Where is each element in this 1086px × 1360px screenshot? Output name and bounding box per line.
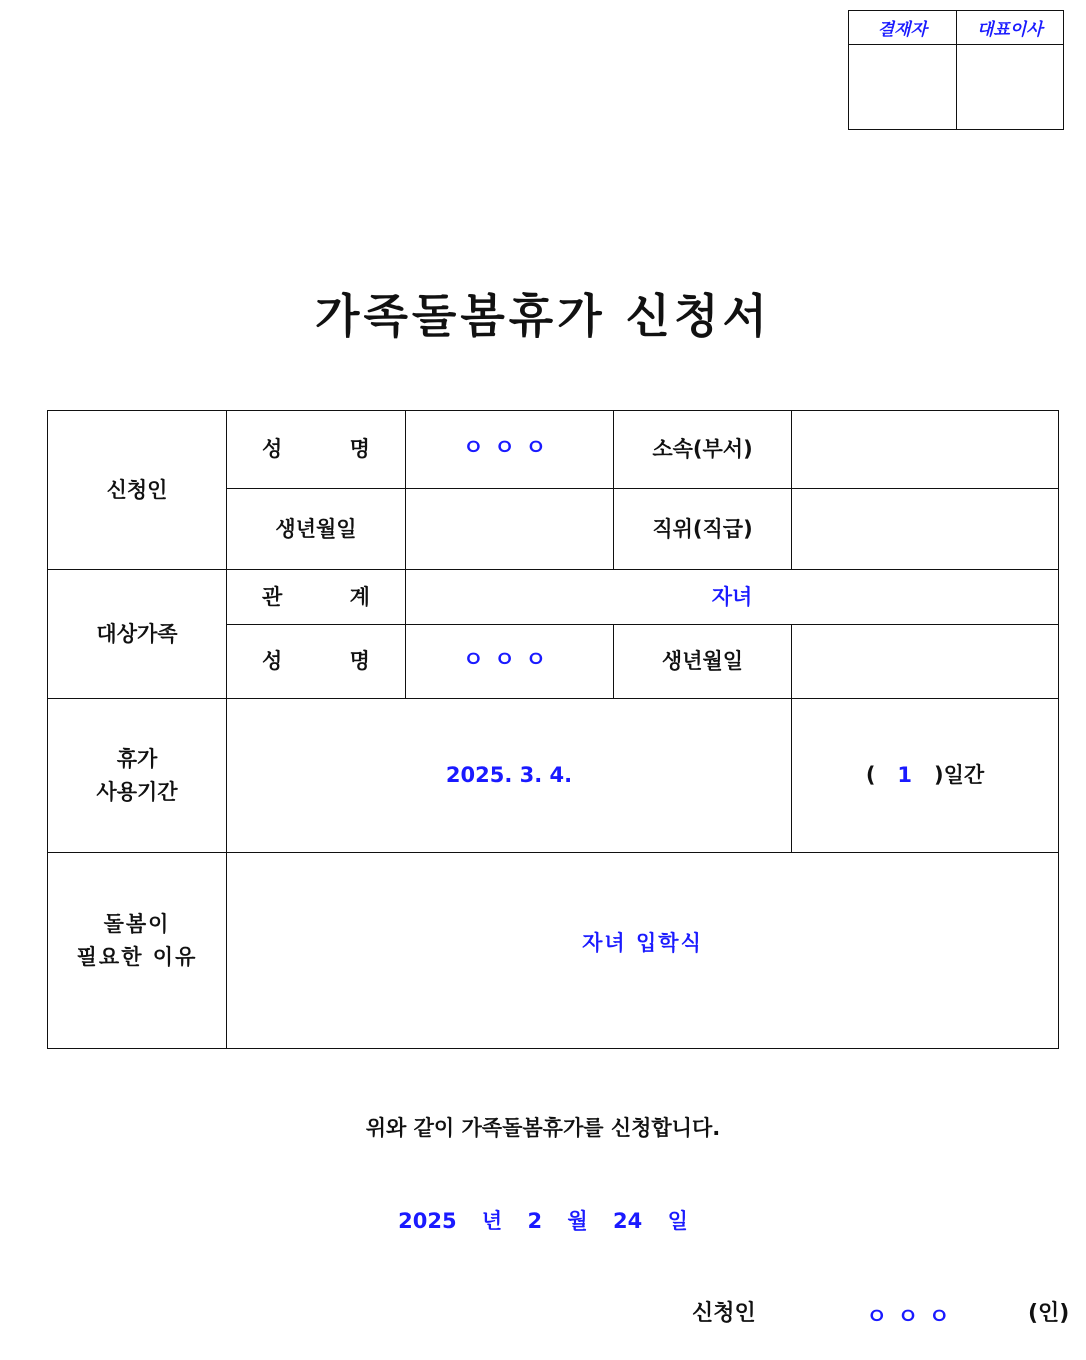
care-reason-label-line1: 돌봄이 [103,911,171,936]
date-year[interactable]: 2025 [398,1209,457,1233]
care-reason-value[interactable]: 자녀 입학식 [227,853,1059,1049]
applicant-dept-label: 소속(부서) [614,411,792,489]
approval-sign-ceo[interactable] [956,45,1064,130]
leave-days-open: ( [865,763,876,788]
applicant-name-value[interactable]: ㅇㅇㅇ [406,411,614,489]
approval-box [848,10,1064,130]
leave-period-label-line2: 사용기간 [96,779,178,804]
date-day-unit: 일 [667,1209,688,1233]
signature-name[interactable]: ㅇㅇㅇ [866,1305,960,1330]
applicant-position-value[interactable] [792,489,1059,570]
leave-days-cell [792,699,1059,853]
family-birth-value[interactable] [792,625,1059,699]
seal-mark: (인) [1028,1301,1070,1326]
leave-period-label-line1: 휴가 [116,746,158,771]
applicant-name-label: 성 명 [227,411,406,489]
statement-text: 위와 같이 가족돌봄휴가를 신청합니다. [365,1116,721,1140]
approval-header-approver: 결재자 [849,11,957,45]
application-date [0,1205,1086,1235]
application-form [47,410,1059,1049]
approval-header-ceo: 대표이사 [956,11,1064,45]
applicant-section-label: 신청인 [48,411,227,570]
applicant-birth-value[interactable] [406,489,614,570]
family-relation-value[interactable]: 자녀 [406,570,1059,625]
family-section-label: 대상가족 [48,570,227,699]
leave-days-suffix: )일간 [933,763,985,788]
care-reason-label-line2: 필요한 이유 [76,944,198,969]
family-relation-label: 관 계 [227,570,406,625]
leave-days-value[interactable]: 1 [897,763,913,788]
family-name-value[interactable]: ㅇㅇㅇ [406,625,614,699]
date-year-unit: 년 [481,1209,503,1233]
applicant-dept-value[interactable] [792,411,1059,489]
leave-period-label [48,699,227,853]
date-day[interactable]: 24 [613,1209,643,1233]
date-month[interactable]: 2 [527,1209,543,1233]
leave-date-value[interactable]: 2025. 3. 4. [227,699,792,853]
family-birth-label: 생년월일 [614,625,792,699]
page-title: 가족돌봄휴가 신청서 [315,289,771,343]
applicant-birth-label: 생년월일 [227,489,406,570]
care-reason-label [48,853,227,1049]
date-month-unit: 월 [567,1209,588,1233]
approval-sign-approver[interactable] [849,45,957,130]
signature-label: 신청인 [692,1301,756,1326]
applicant-position-label: 직위(직급) [614,489,792,570]
family-name-label: 성 명 [227,625,406,699]
